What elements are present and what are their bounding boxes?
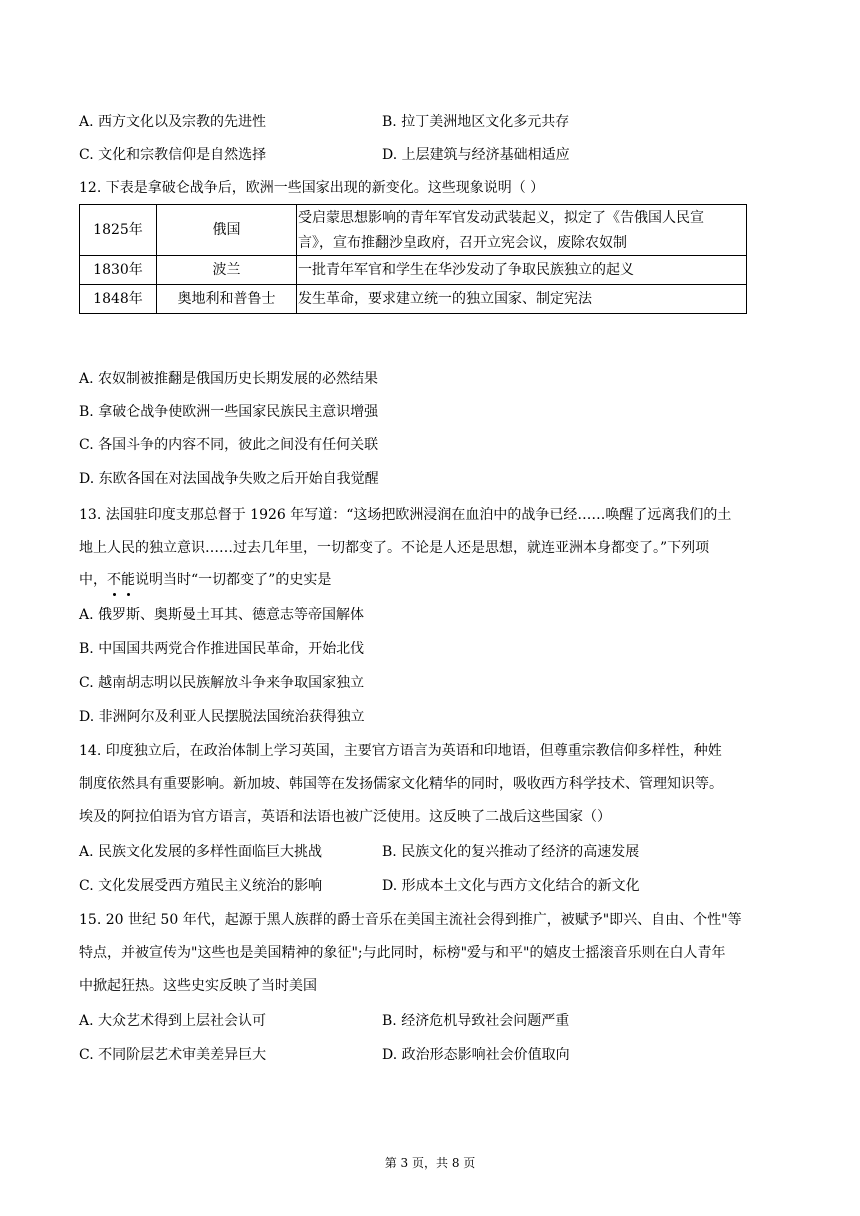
q13-stem-line-2: 地上人民的独立意识……过去几年里，一切都变了。不论是人还是思想，就连亚洲本身都变了。”下列项	[79, 540, 710, 556]
table-cell-country: 波兰	[157, 256, 297, 285]
table-cell-desc	[297, 205, 747, 256]
q12-stem: 12. 下表是拿破仑战争后，欧洲一些国家出现的新变化。这些现象说明（ ）	[79, 180, 545, 196]
q12-option-c: C. 各国斗争的内容不同，彼此之间没有任何关联	[79, 437, 379, 453]
q14-option-d: D. 形成本土文化与西方文化结合的新文化	[382, 878, 640, 894]
table-cell-country: 奥地利和普鲁士	[157, 285, 297, 314]
q13-option-b: B. 中国国共两党合作推进国民革命，开始北伐	[79, 641, 365, 657]
q11-option-b: B. 拉丁美洲地区文化多元共存	[382, 114, 570, 130]
table-cell-year: 1848年	[80, 285, 157, 314]
q12-option-d: D. 东欧各国在对法国战争失败之后开始自我觉醒	[79, 471, 379, 487]
q13-option-d: D. 非洲阿尔及利亚人民摆脱法国统治获得独立	[79, 709, 365, 725]
table-cell-desc: 一批青年军官和学生在华沙发动了争取民族独立的起义	[297, 256, 747, 285]
q14-option-c: C. 文化发展受西方殖民主义统治的影响	[79, 878, 323, 894]
q15-option-c: C. 不同阶层艺术审美差异巨大	[79, 1047, 267, 1063]
q15-stem-line-1: 15. 20 世纪 50 年代，起源于黑人族群的爵士音乐在美国主流社会得到推广，被赋予"即兴、自由、个性"等	[79, 912, 742, 928]
q15-stem-line-2: 特点，并被宣传为"这些也是美国精神的象征";与此同时，标榜"爱与和平"的嬉皮士摇滚音乐则在白人青年	[79, 945, 726, 961]
q15-option-d: D. 政治形态影响社会价值取向	[382, 1047, 570, 1063]
q13-stem-text: 说明当时“一切都变了”的史实是	[135, 572, 332, 588]
q12-table	[79, 204, 747, 314]
table-cell-year: 1825年	[80, 205, 157, 256]
q14-stem-line-1: 14. 印度独立后，在政治体制上学习英国，主要官方语言为英语和印地语，但尊重宗教信仰多样性，种姓	[79, 743, 722, 759]
q12-option-a: A. 农奴制被推翻是俄国历史长期发展的必然结果	[79, 371, 379, 387]
q14-option-a: A. 民族文化发展的多样性面临巨大挑战	[79, 844, 323, 860]
table-cell-desc-line: 受启蒙思想影响的青年军官发动武装起义，拟定了《告俄国人民宣	[298, 210, 704, 226]
table-row	[80, 256, 747, 285]
table-cell-country: 俄国	[157, 205, 297, 256]
q15-stem-line-3: 中掀起狂热。这些史实反映了当时美国	[79, 978, 317, 994]
q15-option-a: A. 大众艺术得到上层社会认可	[79, 1013, 267, 1029]
page-footer: 第 3 页，共 8 页	[384, 1156, 476, 1170]
q14-stem-line-3: 埃及的阿拉伯语为官方语言，英语和法语也被广泛使用。这反映了二战后这些国家（）	[79, 809, 611, 825]
q15-option-b: B. 经济危机导致社会问题严重	[382, 1013, 570, 1029]
q13-option-a: A. 俄罗斯、奥斯曼土耳其、德意志等帝国解体	[79, 607, 365, 623]
emphasis-char: 能	[121, 572, 135, 588]
q11-option-d: D. 上层建筑与经济基础相适应	[382, 147, 570, 163]
table-row	[80, 285, 747, 314]
q14-option-b: B. 民族文化的复兴推动了经济的高速发展	[382, 844, 640, 860]
q13-stem-line-3	[79, 570, 331, 590]
q11-option-c: C. 文化和宗教信仰是自然选择	[79, 147, 267, 163]
table-cell-desc: 发生革命，要求建立统一的独立国家、制定宪法	[297, 285, 747, 314]
q14-stem-line-2: 制度依然具有重要影响。新加坡、韩国等在发扬儒家文化精华的同时，吸收西方科学技术、管理知识等。	[79, 776, 723, 792]
table-cell-year: 1830年	[80, 256, 157, 285]
q12-option-b: B. 拿破仑战争使欧洲一些国家民族民主意识增强	[79, 404, 379, 420]
table-row	[80, 205, 747, 256]
q13-stem-text: 中，	[79, 572, 107, 588]
q13-option-c: C. 越南胡志明以民族解放斗争来争取国家独立	[79, 675, 365, 691]
table-cell-desc-line: 言》，宣布推翻沙皇政府，召开立宪会议，废除农奴制	[298, 235, 627, 251]
emphasis-char: 不	[107, 572, 121, 588]
q13-stem-line-1: 13. 法国驻印度支那总督于 1926 年写道：“这场把欧洲浸润在血泊中的战争已经……唤醒了远离我们的土	[79, 507, 732, 523]
q11-option-a: A. 西方文化以及宗教的先进性	[79, 114, 267, 130]
